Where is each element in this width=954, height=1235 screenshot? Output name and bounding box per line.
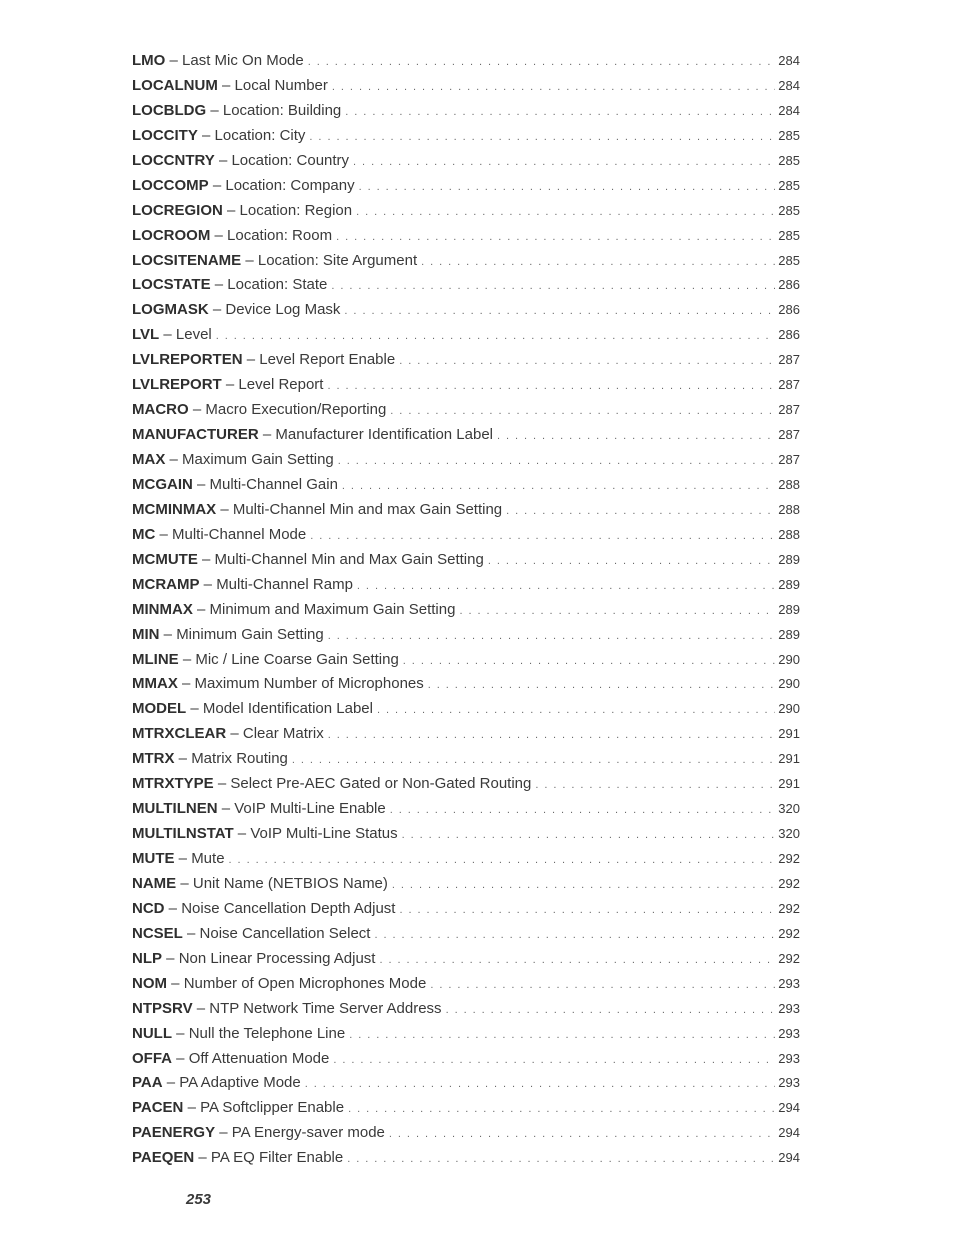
toc-entry-command: LOCCNTRY xyxy=(132,151,215,169)
toc-entry-separator: – xyxy=(241,251,258,269)
toc-entry-dot-leader xyxy=(377,700,775,720)
toc-entry-page: 286 xyxy=(778,277,800,293)
toc-entry-command: PAENERGY xyxy=(132,1124,216,1142)
toc-entry-description: Null the Telephone Line xyxy=(188,1024,346,1042)
toc-entry-separator: – xyxy=(197,550,215,568)
toc-entry-separator: – xyxy=(186,700,203,718)
toc-entry-separator: – xyxy=(217,76,235,94)
toc-entry-page: 285 xyxy=(778,127,800,143)
toc-entry-separator: – xyxy=(178,650,196,668)
toc-entry-page: 284 xyxy=(778,77,800,93)
toc-entry-page: 287 xyxy=(778,352,800,368)
toc-entry-description: Local Number xyxy=(234,76,328,94)
toc-entry-dot-leader xyxy=(347,1149,775,1169)
toc-entry-page: 290 xyxy=(778,676,800,692)
page-number: 253 xyxy=(186,1191,212,1208)
toc-entry-description: Level Report xyxy=(238,376,324,394)
toc-entry-page: 291 xyxy=(778,726,800,742)
toc-entry[interactable] xyxy=(132,799,800,824)
toc-entry-dot-leader xyxy=(353,152,775,172)
toc-entry-dot-leader xyxy=(336,227,775,247)
toc-entry-command: MULTILNSTAT xyxy=(132,825,234,843)
toc-entry[interactable] xyxy=(132,1123,800,1148)
toc-entry[interactable] xyxy=(132,325,800,350)
toc-entry-description: Mute xyxy=(191,850,225,867)
toc-entry-dot-leader xyxy=(399,351,775,371)
toc-entry-description: Location: Region xyxy=(239,201,353,219)
toc-entry-page: 289 xyxy=(778,626,800,642)
toc-entry-separator: – xyxy=(217,800,235,818)
toc-entry[interactable] xyxy=(132,201,800,226)
toc-entry-dot-leader xyxy=(338,451,776,471)
toc-entry-dot-leader xyxy=(392,875,775,895)
toc-entry-description: Device Log Mask xyxy=(225,301,341,319)
toc-entry-dot-leader xyxy=(428,675,776,695)
toc-entry-command: LOCCITY xyxy=(132,126,198,144)
toc-entry-separator: – xyxy=(167,974,184,992)
toc-entry-separator: – xyxy=(233,825,251,843)
toc-entry-description: Manufacturer Identification Label xyxy=(275,426,493,444)
toc-entry-description: Model Identification Label xyxy=(202,700,373,718)
toc-entry-description: Location: Site Argument xyxy=(257,251,418,269)
toc-entry-dot-leader xyxy=(446,1000,776,1020)
toc-entry-dot-leader xyxy=(403,651,776,671)
toc-entry-page: 285 xyxy=(778,152,800,168)
toc-entry[interactable] xyxy=(132,724,800,749)
toc-entry-dot-leader xyxy=(402,825,776,845)
toc-entry-command: LVLREPORTEN xyxy=(132,351,243,369)
toc-entry-separator: – xyxy=(176,874,193,892)
toc-entry-description: Location: City xyxy=(214,126,306,144)
toc-entry-dot-leader xyxy=(305,1074,776,1094)
toc-entry[interactable] xyxy=(132,575,800,600)
toc-entry[interactable] xyxy=(132,400,800,425)
toc-entry-page: 285 xyxy=(778,227,800,243)
toc-entry-dot-leader xyxy=(390,800,776,820)
toc-entry-dot-leader xyxy=(497,426,775,446)
toc-entry-command: LOGMASK xyxy=(132,301,209,319)
toc-entry-description: Minimum and Maximum Gain Setting xyxy=(209,600,456,618)
toc-entry-description: Location: Company xyxy=(225,176,355,194)
toc-entry-separator: – xyxy=(216,500,233,518)
toc-entry-command: LOCBLDG xyxy=(132,101,207,119)
toc-entry-dot-leader xyxy=(328,725,776,745)
toc-entry-command: MCMUTE xyxy=(132,550,198,568)
toc-entry-separator: – xyxy=(174,750,192,768)
toc-entry-separator: – xyxy=(188,401,206,419)
toc-entry[interactable] xyxy=(132,749,800,774)
toc-entry-command: PACEN xyxy=(132,1099,184,1117)
toc-entry[interactable] xyxy=(132,974,800,999)
toc-entry-separator: – xyxy=(242,351,260,369)
toc-entry-separator: – xyxy=(213,775,231,793)
toc-entry-separator: – xyxy=(192,999,210,1017)
toc-entry-dot-leader xyxy=(359,177,776,197)
toc-entry-dot-leader xyxy=(328,626,776,646)
toc-entry-separator: – xyxy=(165,52,183,69)
toc-entry[interactable] xyxy=(132,1073,800,1098)
toc-entry[interactable] xyxy=(132,674,800,699)
toc-entry-description: Maximum Number of Microphones xyxy=(194,675,424,693)
toc-entry-page: 286 xyxy=(778,327,800,343)
toc-entry-dot-leader xyxy=(349,1025,775,1045)
toc-entry-dot-leader xyxy=(229,850,776,870)
toc-entry[interactable] xyxy=(132,151,800,176)
toc-entry[interactable] xyxy=(132,251,800,276)
toc-entry-dot-leader xyxy=(399,900,775,920)
toc-entry-dot-leader xyxy=(390,401,775,421)
toc-entry-command: PAA xyxy=(132,1074,163,1092)
toc-entry-command: MACRO xyxy=(132,401,189,419)
toc-entry-command: OFFA xyxy=(132,1049,172,1067)
toc-entry[interactable] xyxy=(132,650,800,675)
toc-entry-separator: – xyxy=(155,525,173,543)
toc-entry-page: 284 xyxy=(778,53,800,68)
toc-entry[interactable] xyxy=(132,1148,800,1173)
toc-entry[interactable] xyxy=(132,600,800,625)
toc-entry-command: MC xyxy=(132,525,156,543)
toc-entry-dot-leader xyxy=(389,1124,775,1144)
toc-entry-description: PA Softclipper Enable xyxy=(200,1099,345,1117)
toc-entry-description: PA Adaptive Mode xyxy=(179,1074,301,1092)
toc-entry-description: Location: State xyxy=(227,276,328,294)
toc-entry[interactable] xyxy=(132,76,800,101)
toc-entry-separator: – xyxy=(192,475,210,493)
toc-entry-command: LMO xyxy=(132,52,166,69)
toc-entry-dot-leader xyxy=(333,1050,775,1070)
toc-entry-description: Mic / Line Coarse Gain Setting xyxy=(195,650,399,668)
toc-entry-separator: – xyxy=(159,326,176,344)
toc-entry-dot-leader xyxy=(331,276,775,296)
toc-entry-command: MLINE xyxy=(132,650,179,668)
toc-entry-separator: – xyxy=(197,126,215,144)
toc-entry-page: 285 xyxy=(778,252,800,268)
toc-entry-description: Select Pre-AEC Gated or Non-Gated Routing xyxy=(230,775,532,793)
toc-entry-command: MUTE xyxy=(132,850,175,867)
toc-entry-separator: – xyxy=(208,301,226,319)
toc-entry-dot-leader xyxy=(430,975,775,995)
toc-entry-separator: – xyxy=(177,675,195,693)
toc-entry-separator: – xyxy=(162,949,179,967)
toc-entry-description: Multi-Channel Gain xyxy=(209,475,338,493)
toc-entry-description: Clear Matrix xyxy=(242,725,324,743)
toc-entry-command: LOCROOM xyxy=(132,226,211,244)
toc-entry-description: Unit Name (NETBIOS Name) xyxy=(192,874,388,892)
toc-entry-page: 292 xyxy=(778,925,800,941)
toc-entry-command: NOM xyxy=(132,974,167,992)
toc-entry-separator: – xyxy=(162,1074,180,1092)
toc-entry[interactable] xyxy=(132,899,800,924)
toc-entry[interactable] xyxy=(132,350,800,375)
toc-entry[interactable] xyxy=(132,824,800,849)
toc-entry-page: 288 xyxy=(778,526,800,542)
toc-entry-dot-leader xyxy=(327,376,775,396)
toc-entry-page: 287 xyxy=(778,452,800,467)
toc-entry-dot-leader xyxy=(357,576,775,596)
toc-entry-separator: – xyxy=(192,600,210,618)
toc-entry-description: Location: Room xyxy=(227,226,333,244)
toc-entry-description: NTP Network Time Server Address xyxy=(209,999,442,1017)
toc-entry-page: 285 xyxy=(778,202,800,218)
toc-entry-separator: – xyxy=(221,376,239,394)
toc-entry[interactable] xyxy=(132,774,800,799)
toc-entry[interactable] xyxy=(132,949,800,974)
toc-entry-page: 320 xyxy=(778,826,800,842)
toc-entry-page: 291 xyxy=(778,751,800,767)
toc-entry-page: 320 xyxy=(778,801,800,817)
toc-entry-command: MINMAX xyxy=(132,600,193,618)
toc-entry-description: Matrix Routing xyxy=(191,750,288,768)
toc-entry-command: NULL xyxy=(132,1024,172,1042)
toc-entry-page: 294 xyxy=(778,1100,800,1116)
toc-entry-dot-leader xyxy=(459,601,775,621)
toc-entry[interactable] xyxy=(132,425,800,450)
toc-entry-command: LOCALNUM xyxy=(132,76,218,94)
toc-entry-separator: – xyxy=(206,101,223,119)
toc-entry-command: NCD xyxy=(132,899,165,917)
toc-entry-command: MCMINMAX xyxy=(132,500,217,518)
toc-entry-page: 285 xyxy=(778,177,800,193)
toc-entry-command: LOCSITENAME xyxy=(132,251,242,269)
toc-entry-page: 292 xyxy=(778,875,800,891)
toc-entry[interactable] xyxy=(132,300,800,325)
toc-entry-page: 284 xyxy=(778,102,800,118)
toc-entry-command: NCSEL xyxy=(132,924,183,942)
toc-entry-description: Maximum Gain Setting xyxy=(182,451,334,468)
toc-entry[interactable] xyxy=(132,375,800,400)
toc-entry-separator: – xyxy=(226,725,243,743)
toc-entry-dot-leader xyxy=(374,925,775,945)
toc-entry-description: Macro Execution/Reporting xyxy=(205,401,387,419)
toc-entry-description: Last Mic On Mode xyxy=(182,52,304,69)
toc-entry-page: 293 xyxy=(778,1000,800,1016)
toc-entry-separator: – xyxy=(215,1124,232,1142)
toc-entry-description: VoIP Multi-Line Status xyxy=(250,825,398,843)
toc-entry-dot-leader xyxy=(342,476,775,496)
toc-entry-dot-leader xyxy=(421,252,775,272)
toc-entry-page: 294 xyxy=(778,1125,800,1141)
toc-entry-separator: – xyxy=(199,575,217,593)
toc-entry-page: 294 xyxy=(778,1150,800,1166)
toc-entry-description: Number of Open Microphones Mode xyxy=(183,974,427,992)
toc-entry-command: MMAX xyxy=(132,675,178,693)
toc-entry-description: Multi-Channel Mode xyxy=(172,525,307,543)
toc-entry[interactable] xyxy=(132,51,800,76)
toc-entry-dot-leader xyxy=(488,551,775,571)
toc-entry[interactable] xyxy=(132,450,800,475)
toc-entry-dot-leader xyxy=(344,301,775,321)
toc-entry-command: MCGAIN xyxy=(132,475,193,493)
toc-entry-page: 289 xyxy=(778,601,800,617)
toc-entry-page: 293 xyxy=(778,1075,800,1091)
toc-entry-description: Multi-Channel Min and Max Gain Setting xyxy=(214,550,484,568)
toc-entry-command: NAME xyxy=(132,874,177,892)
toc-entry-command: MTRX xyxy=(132,750,175,768)
toc-entry-description: PA EQ Filter Enable xyxy=(210,1149,344,1167)
toc-entry[interactable] xyxy=(132,874,800,899)
toc-entry-page: 293 xyxy=(778,1050,800,1066)
toc-entry-description: Level xyxy=(175,326,212,344)
toc-entry-command: LVLREPORT xyxy=(132,376,222,394)
toc-entry[interactable] xyxy=(132,1024,800,1049)
toc-entry[interactable] xyxy=(132,924,800,949)
toc-entry[interactable] xyxy=(132,550,800,575)
toc-entry-separator: – xyxy=(174,850,192,867)
toc-entry-page: 288 xyxy=(778,501,800,517)
toc-entry-dot-leader xyxy=(379,950,775,970)
toc-entry-dot-leader xyxy=(506,501,775,521)
toc-entry-description: Noise Cancellation Select xyxy=(199,924,371,942)
toc-entry-command: MCRAMP xyxy=(132,575,200,593)
toc-entry-page: 292 xyxy=(778,851,800,866)
toc-entry-command: NTPSRV xyxy=(132,999,193,1017)
toc-entry-separator: – xyxy=(164,899,182,917)
toc-entry-page: 291 xyxy=(778,776,800,792)
toc-entry-description: VoIP Multi-Line Enable xyxy=(234,800,386,818)
toc-entry-description: PA Energy-saver mode xyxy=(231,1124,385,1142)
toc-entry-description: Non Linear Processing Adjust xyxy=(178,949,376,967)
toc-entry-separator: – xyxy=(159,625,177,643)
toc-entry-separator: – xyxy=(222,201,240,219)
toc-entry[interactable] xyxy=(132,101,800,126)
toc-entry-description: Noise Cancellation Depth Adjust xyxy=(181,899,396,917)
toc-entry-page: 292 xyxy=(778,950,800,966)
toc-entry-separator: – xyxy=(172,1049,189,1067)
toc-entry-dot-leader xyxy=(356,202,775,222)
toc-entry-separator: – xyxy=(183,1099,201,1117)
toc-entry-command: MTRXCLEAR xyxy=(132,725,227,743)
toc-entry-page: 293 xyxy=(778,975,800,991)
toc-entry[interactable] xyxy=(132,1049,800,1074)
toc-entry[interactable] xyxy=(132,699,800,724)
toc-entry[interactable] xyxy=(132,849,800,874)
toc-entry-command: MAX xyxy=(132,451,166,468)
toc-entry[interactable] xyxy=(132,525,800,550)
toc-entry-page: 289 xyxy=(778,551,800,567)
toc-entry-description: Multi-Channel Min and max Gain Setting xyxy=(232,500,503,518)
toc-entry-page: 287 xyxy=(778,377,800,393)
toc-entry[interactable] xyxy=(132,176,800,201)
toc-entry-dot-leader xyxy=(292,750,775,770)
toc-list xyxy=(132,51,800,1173)
toc-entry-description: Location: Building xyxy=(222,101,342,119)
toc-entry-separator: – xyxy=(214,151,232,169)
toc-entry-command: LOCSTATE xyxy=(132,276,211,294)
toc-entry-page: 293 xyxy=(778,1025,800,1041)
toc-entry[interactable] xyxy=(132,999,800,1024)
toc-entry-page: 289 xyxy=(778,576,800,592)
toc-entry-dot-leader xyxy=(308,52,776,72)
toc-entry[interactable] xyxy=(132,226,800,251)
toc-entry-dot-leader xyxy=(216,326,776,346)
toc-entry-page: 290 xyxy=(778,701,800,717)
toc-entry-description: Level Report Enable xyxy=(259,351,396,369)
toc-entry-page: 288 xyxy=(778,476,800,492)
toc-entry-dot-leader xyxy=(332,77,775,97)
toc-entry-command: MODEL xyxy=(132,700,187,718)
toc-entry[interactable] xyxy=(132,1098,800,1123)
toc-entry-description: Location: Country xyxy=(231,151,350,169)
toc-entry[interactable] xyxy=(132,275,800,300)
toc-entry-separator: – xyxy=(182,924,200,942)
toc-entry-command: MANUFACTURER xyxy=(132,426,259,444)
toc-entry-page: 287 xyxy=(778,427,800,443)
toc-entry-separator: – xyxy=(210,276,228,294)
toc-entry-command: MIN xyxy=(132,625,160,643)
toc-entry-page: 292 xyxy=(778,900,800,916)
toc-entry-page: 287 xyxy=(778,402,800,418)
toc-entry-separator: – xyxy=(194,1149,211,1167)
toc-entry-command: NLP xyxy=(132,949,162,967)
toc-entry-page: 290 xyxy=(778,651,800,667)
toc-entry-dot-leader xyxy=(309,127,775,147)
toc-entry-command: MULTILNEN xyxy=(132,800,218,818)
toc-entry-dot-leader xyxy=(348,1099,775,1119)
toc-entry-separator: – xyxy=(208,176,226,194)
toc-entry-description: Multi-Channel Ramp xyxy=(216,575,353,593)
toc-entry[interactable] xyxy=(132,475,800,500)
toc-entry-dot-leader xyxy=(535,775,775,795)
toc-entry[interactable] xyxy=(132,625,800,650)
toc-entry-dot-leader xyxy=(345,102,775,122)
toc-entry-command: LOCCOMP xyxy=(132,176,209,194)
toc-entry-command: LOCREGION xyxy=(132,201,223,219)
toc-entry-command: PAEQEN xyxy=(132,1149,195,1167)
toc-entry-description: Off Attenuation Mode xyxy=(188,1049,330,1067)
toc-entry[interactable] xyxy=(132,126,800,151)
toc-entry-command: MTRXTYPE xyxy=(132,775,214,793)
toc-entry-separator: – xyxy=(210,226,228,244)
toc-entry[interactable] xyxy=(132,500,800,525)
toc-entry-command: LVL xyxy=(132,326,160,344)
toc-entry-dot-leader xyxy=(310,526,775,546)
toc-entry-description: Minimum Gain Setting xyxy=(176,625,324,643)
toc-entry-separator: – xyxy=(165,451,183,468)
toc-entry-separator: – xyxy=(258,426,276,444)
toc-entry-page: 286 xyxy=(778,302,800,318)
toc-entry-separator: – xyxy=(172,1024,189,1042)
